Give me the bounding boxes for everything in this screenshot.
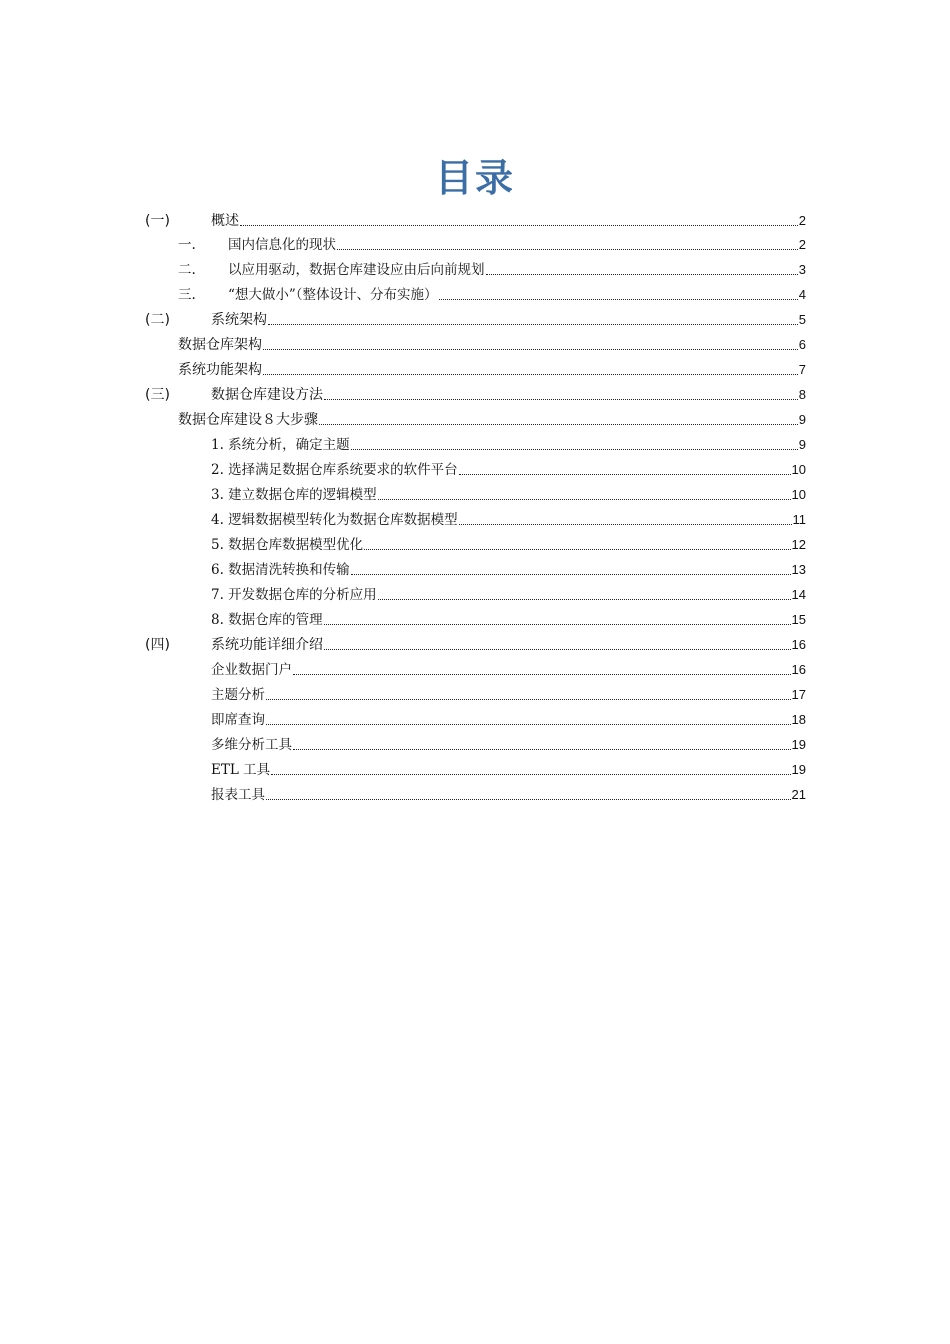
toc-entry[interactable] (211, 759, 806, 779)
toc-entry-page: 10 (791, 487, 806, 502)
toc-entry-page: 2 (798, 213, 806, 228)
toc-entry[interactable] (145, 384, 806, 404)
toc-entry-page: 13 (791, 562, 806, 577)
toc-leader-dots (351, 574, 791, 575)
toc-entry-text: 3. 建立数据仓库的逻辑模型 (211, 487, 377, 503)
toc-entry-page: 12 (791, 537, 806, 552)
toc-entry[interactable] (211, 434, 806, 454)
toc-leader-dots (364, 549, 790, 550)
toc-leader-dots (293, 674, 791, 675)
toc-entry[interactable] (211, 734, 806, 754)
toc-leader-dots (459, 524, 792, 525)
toc-entry[interactable] (211, 684, 806, 704)
toc-entry-text: 数据仓库架构 (178, 337, 262, 353)
toc-entry-text: 系统架构 (211, 312, 267, 328)
toc-entry-page: 19 (791, 762, 806, 777)
toc-entry[interactable] (178, 284, 806, 304)
toc-entry[interactable] (178, 409, 806, 429)
toc-entry-text: 2. 选择满足数据仓库系统要求的软件平台 (211, 462, 458, 478)
toc-leader-dots (324, 649, 791, 650)
toc-entry-text: 5. 数据仓库数据模型优化 (211, 537, 364, 553)
toc-entry-number: (四) (145, 637, 170, 653)
toc-entry-page: 11 (792, 512, 806, 527)
toc-entry-page: 21 (791, 787, 806, 802)
toc-entry-number: 三. (178, 287, 196, 303)
toc-entry[interactable] (178, 259, 806, 279)
toc-entry-text: 1. 系统分析，确定主题 (211, 437, 350, 453)
toc-entry-page: 8 (798, 387, 806, 402)
toc-entry-page: 16 (791, 637, 806, 652)
toc-entry[interactable] (178, 234, 806, 254)
toc-leader-dots (266, 699, 791, 700)
toc-entry-text: 数据仓库建设８大步骤 (178, 412, 318, 428)
toc-leader-dots (266, 799, 791, 800)
toc-leader-dots (263, 374, 798, 375)
toc-entry[interactable] (145, 309, 806, 329)
toc-entry[interactable] (211, 484, 806, 504)
toc-entry[interactable] (211, 784, 806, 804)
toc-entry-page: 2 (798, 237, 806, 252)
toc-leader-dots (486, 274, 798, 275)
toc-entry[interactable] (211, 659, 806, 679)
toc-leader-dots (271, 774, 790, 775)
toc-entry-number: (一) (145, 213, 170, 229)
toc-entry-text: 多维分析工具 (211, 737, 292, 753)
toc-entry-page: 10 (791, 462, 806, 477)
toc-entry-text: 数据仓库建设方法 (211, 387, 323, 403)
toc-entry-page: 7 (798, 362, 806, 377)
toc-leader-dots (439, 299, 798, 300)
toc-entry-text: 4. 逻辑数据模型转化为数据仓库数据模型 (211, 512, 458, 528)
toc-entry-text: “想大做小”（整体设计、分布实施） (228, 287, 438, 303)
toc-entry-page: 18 (791, 712, 806, 727)
toc-entry-page: 5 (798, 312, 806, 327)
toc-entry[interactable] (211, 584, 806, 604)
toc-entry-text: 8. 数据仓库的管理 (211, 612, 323, 628)
toc-entry-page: 9 (798, 412, 806, 427)
toc-entry[interactable] (211, 559, 806, 579)
toc-leader-dots (266, 724, 791, 725)
toc-entry[interactable] (145, 210, 806, 230)
toc-entry-text: 以应用驱动，数据仓库建设应由后向前规划 (228, 262, 485, 278)
toc-entry-page: 19 (791, 737, 806, 752)
toc-leader-dots (324, 399, 798, 400)
toc-leader-dots (293, 749, 791, 750)
toc-entry-text: 7. 开发数据仓库的分析应用 (211, 587, 377, 603)
toc-entry[interactable] (211, 709, 806, 729)
toc-entry-text: 即席查询 (211, 712, 265, 728)
toc-entry-number: (三) (145, 387, 170, 403)
toc-leader-dots (459, 474, 791, 475)
toc-leader-dots (378, 599, 791, 600)
toc-entry-page: 14 (791, 587, 806, 602)
toc-entry[interactable] (145, 634, 806, 654)
toc-entry-page: 4 (798, 287, 806, 302)
toc-entry-text: 主题分析 (211, 687, 265, 703)
toc-entry-page: 15 (791, 612, 806, 627)
toc-leader-dots (351, 449, 798, 450)
toc-leader-dots (337, 249, 798, 250)
toc-entry-page: 17 (791, 687, 806, 702)
toc-entry[interactable] (211, 459, 806, 479)
toc-leader-dots (263, 349, 798, 350)
toc-leader-dots (240, 225, 798, 226)
toc-entry-text: 企业数据门户 (211, 662, 292, 678)
toc-entry-number: 一. (178, 237, 196, 253)
toc-entry-page: 16 (791, 662, 806, 677)
toc-entry-text: 报表工具 (211, 787, 265, 803)
toc-entry-text: ETL 工具 (211, 762, 271, 778)
toc-entry[interactable] (211, 534, 806, 554)
toc-leader-dots (378, 499, 791, 500)
toc-entry-text: 国内信息化的现状 (228, 237, 336, 253)
toc-entry-text: 6. 数据清洗转换和传输 (211, 562, 350, 578)
toc-leader-dots (319, 424, 798, 425)
toc-entry-page: 3 (798, 262, 806, 277)
toc-entry-number: 二. (178, 262, 196, 278)
toc-entry-text: 概述 (211, 213, 239, 229)
toc-entry-text: 系统功能架构 (178, 362, 262, 378)
toc-entry[interactable] (211, 509, 806, 529)
toc-leader-dots (268, 324, 798, 325)
toc-entry-page: 6 (798, 337, 806, 352)
toc-title: 目录 (434, 155, 515, 200)
toc-entry-number: (二) (145, 312, 170, 328)
toc-entry[interactable] (178, 359, 806, 379)
toc-entry[interactable] (178, 334, 806, 354)
toc-entry[interactable] (211, 609, 806, 629)
toc-entry-page: 9 (798, 437, 806, 452)
toc-entry-text: 系统功能详细介绍 (211, 637, 323, 653)
toc-leader-dots (324, 624, 791, 625)
